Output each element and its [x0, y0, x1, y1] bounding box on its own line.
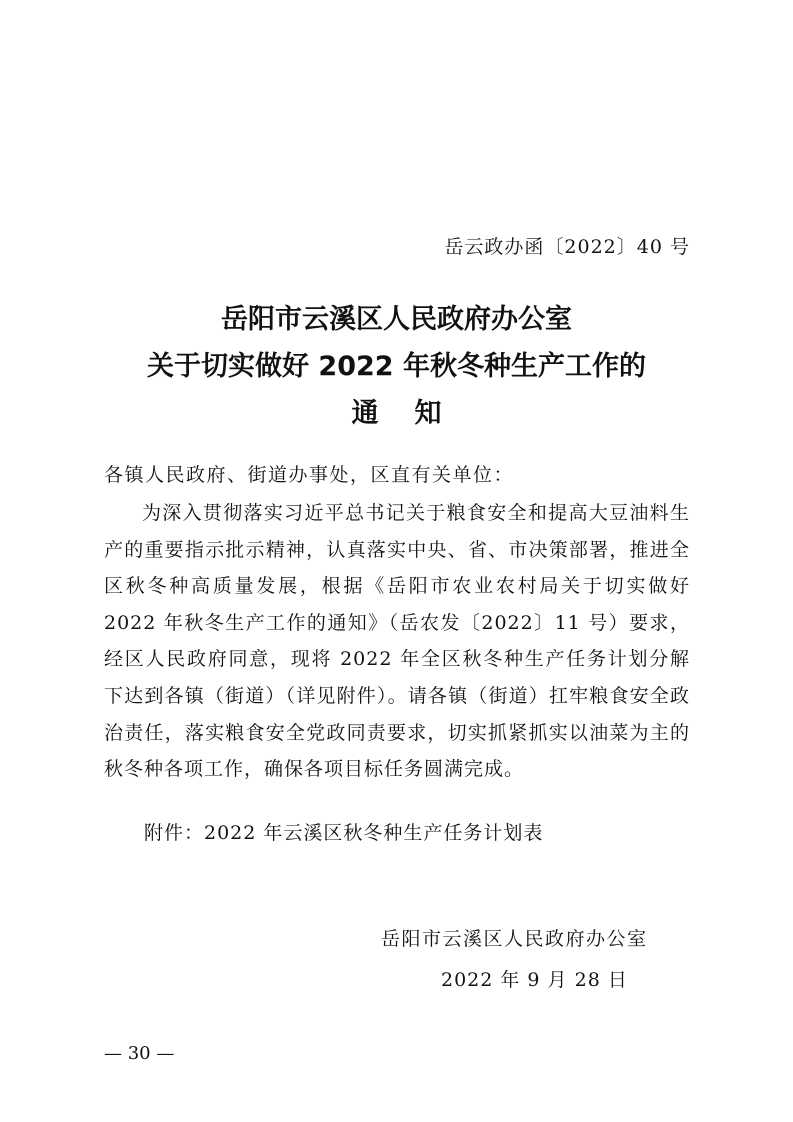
- body-paragraph: 为深入贯彻落实习近平总书记关于粮食安全和提高大豆油料生产的重要指示批示精神，认真落实中央、省、市决策部署，推进全区秋冬种高质量发展，根据《岳阳市农业农村局关于切实做好 2022 年秋冬生产工作的通知》（岳农发〔2022〕11 号）要求，经区人民政府同意，现将 2022 年全区秋冬种生产任务计划分解下达到各镇（街道）（详见附件）。请各镇（街道）扛牢粮食安全政治责任，落实粮食安全党政同责要求，切实抓紧抓实以油菜为主的秋冬种各项工作，确保各项目标任务圆满完成。: [104, 502, 690, 781]
- salutation: 各镇人民政府、街道办事处，区直有关单位：: [104, 464, 515, 486]
- attachment-note: 附件：2022 年云溪区秋冬种生产任务计划表: [144, 822, 544, 844]
- title-line-3: 通知: [351, 398, 478, 429]
- issuing-office: 岳阳市云溪区人民政府办公室: [381, 928, 648, 950]
- document-number: 岳云政办函〔2022〕40 号: [444, 236, 690, 258]
- issue-date: 2022 年 9 月 28 日: [441, 969, 628, 991]
- page-number: — 30 —: [104, 1043, 175, 1064]
- title-line-1: 岳阳市云溪区人民政府办公室: [221, 304, 572, 335]
- document-title: [0, 296, 793, 437]
- title-line-2: 关于切实做好 2022 年秋冬种生产工作的: [147, 351, 646, 382]
